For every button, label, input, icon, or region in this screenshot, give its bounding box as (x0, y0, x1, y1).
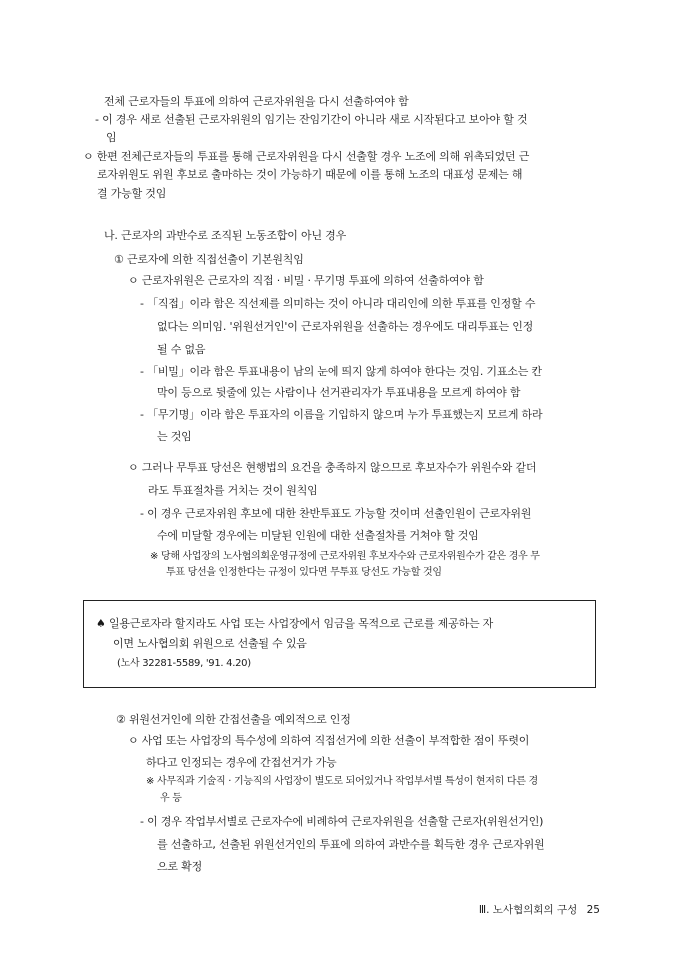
paragraph-line: 하다고 인정되는 경우에 간접선거가 가능 (146, 756, 337, 769)
paragraph-line: ㅇ 한편 전체근로자들의 투표를 통해 근로자위원을 다시 선출할 경우 노조에 의해 위촉되었던 근 (83, 150, 530, 163)
paragraph-line: 수에 미달할 경우에는 미달된 인원에 대한 선출절차를 거쳐야 할 것임 (157, 529, 479, 542)
info-box-citation: (노사 32281-5589, '91. 4.20) (117, 658, 251, 669)
page-number: 25 (586, 904, 600, 916)
paragraph-line: 없다는 의미임. '위원선거인'이 근로자위원을 선출하는 경우에도 대리투표는 인정 (157, 320, 534, 333)
info-box-line: 이면 노사협의회 위원으로 선출될 수 있음 (113, 637, 307, 650)
note-line: ※ 당해 사업장의 노사협의회운영규정에 근로자위원 후보자수와 근로자위원수가 같은 경우 무 (150, 551, 540, 562)
paragraph-line: 으로 확정 (157, 860, 203, 873)
note-line: 투표 당선을 인정한다는 규정이 있다면 무투표 당선도 가능할 것임 (166, 567, 442, 578)
paragraph-line: ㅇ 근로자위원은 근로자의 직접 · 비밀 · 무기명 투표에 의하여 선출하여야 함 (128, 274, 484, 287)
section-heading: 나. 근로자의 과반수로 조직된 노동조합이 아닌 경우 (104, 229, 347, 242)
paragraph-line: 로자위원도 위원 후보로 출마하는 것이 가능하기 때문에 이를 통해 노조의 대표성 문제는 해 (97, 168, 523, 181)
paragraph-line: - 이 경우 새로 선출된 근로자위원의 임기는 잔임기간이 아니라 새로 시작된다고 보아야 할 것 (95, 113, 528, 126)
paragraph-line: - 이 경우 작업부서별로 근로자수에 비례하여 근로자위원을 선출할 근로자(위원선거인) (140, 815, 544, 828)
paragraph-line: 임 (106, 131, 117, 144)
note-line: ※ 사무직과 기술직 · 기능직의 사업장이 별도로 되어있거나 작업부서별 특성이 현저히 다른 경 (146, 776, 538, 787)
subsection-heading: ② 위원선거인에 의한 간접선출을 예외적으로 인정 (116, 713, 351, 726)
paragraph-line: 를 선출하고, 선출된 위원선거인의 투표에 의하여 과반수를 획득한 경우 근로자위원 (157, 838, 545, 851)
paragraph-line: 막이 등으로 뒷줄에 있는 사람이나 선거관리자가 투표내용을 모르게 하여야 함 (157, 386, 521, 399)
subsection-heading: ① 근로자에 의한 직접선출이 기본원칙임 (114, 253, 304, 266)
paragraph-line: - 「비밀」이라 함은 투표내용이 남의 눈에 띄지 않게 하여야 한다는 것임. 기표소는 칸 (140, 365, 542, 378)
page-footer (479, 902, 600, 917)
paragraph-line: - 「무기명」이라 함은 투표자의 이름을 기입하지 않으며 누가 투표했는지 모르게 하라 (140, 408, 543, 421)
paragraph-line: - 이 경우 근로자위원 후보에 대한 찬반투표도 가능할 것이며 선출인원이 근로자위원 (140, 507, 532, 520)
info-box-line: ♠ 일용근로자라 할지라도 사업 또는 사업장에서 임금을 목적으로 근로를 제공하는 자 (96, 617, 494, 630)
paragraph-line: 라도 투표절차를 거치는 것이 원칙임 (148, 484, 318, 497)
paragraph-line: 결 가능할 것임 (97, 187, 167, 200)
paragraph-line: ㅇ 사업 또는 사업장의 특수성에 의하여 직접선거에 의한 선출이 부적합한 점이 뚜렷이 (128, 734, 530, 747)
paragraph-line: - 「직접」이라 함은 직선제를 의미하는 것이 아니라 대리인에 의한 투표를 인정할 수 (140, 297, 536, 310)
paragraph-line: 될 수 없음 (157, 343, 206, 356)
note-line: 우 등 (160, 793, 182, 804)
footer-chapter: Ⅲ. 노사협의회의 구성 (478, 904, 578, 916)
paragraph-line: 는 것임 (157, 430, 192, 443)
paragraph-line: 전체 근로자들의 투표에 의하여 근로자위원을 다시 선출하여야 함 (104, 95, 409, 108)
paragraph-line: ㅇ 그러나 무투표 당선은 현행법의 요건을 충족하지 않으므로 후보자수가 위원수와 같더 (128, 461, 537, 474)
